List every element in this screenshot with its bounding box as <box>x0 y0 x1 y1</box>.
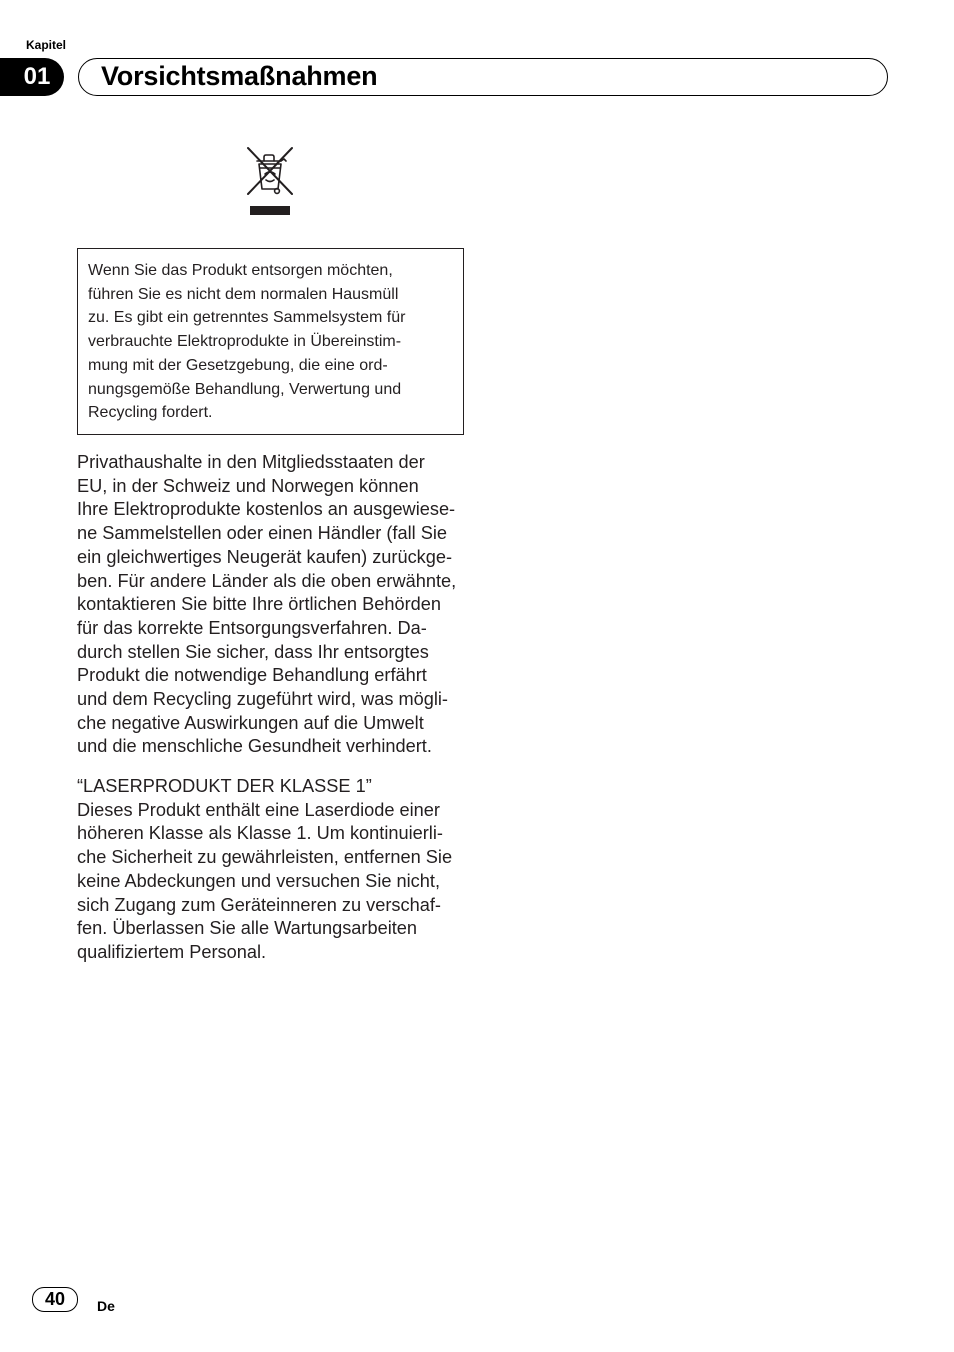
title-bar <box>78 58 888 96</box>
language-code: De <box>97 1298 115 1314</box>
paragraph-line: fen. Überlassen Sie alle Wartungsarbeiten <box>77 918 418 939</box>
chapter-tab <box>0 58 64 96</box>
paragraph-line: Ihre Elektroprodukte kostenlos an ausgewiese- <box>77 499 456 520</box>
paragraph-line: sich Zugang zum Geräteinneren zu verschaf- <box>77 894 441 915</box>
notice-line: führen Sie es nicht dem normalen Hausmüll <box>88 285 399 303</box>
paragraph-line: keine Abdeckungen und versuchen Sie nicht, <box>77 870 440 891</box>
paragraph-line: kontaktieren Sie bitte Ihre örtlichen Behörden <box>77 594 441 615</box>
paragraph-line: durch stellen Sie sicher, dass Ihr entsorgtes <box>77 641 429 662</box>
paragraph-line: ben. Für andere Länder als die oben erwähnte, <box>77 570 457 591</box>
notice-line: mung mit der Gesetzgebung, die eine ord- <box>88 356 388 374</box>
paragraph-disposal <box>77 451 469 759</box>
paragraph-line: Privathaushalte in den Mitgliedsstaaten der <box>77 452 425 472</box>
paragraph-line: che negative Auswirkungen auf die Umwelt <box>77 712 424 733</box>
paragraph-line: Dieses Produkt enthält eine Laserdiode einer <box>77 799 440 820</box>
disposal-notice-box <box>77 248 464 435</box>
paragraph-line: ein gleichwertiges Neugerät kaufen) zurückge- <box>77 546 453 567</box>
paragraph-line: “LASERPRODUKT DER KLASSE 1” <box>77 776 372 796</box>
paragraph-line: EU, in der Schweiz und Norwegen können <box>77 475 419 496</box>
page-number: 40 <box>32 1287 78 1312</box>
paragraph-line: für das korrekte Entsorgungsverfahren. Da- <box>77 617 427 638</box>
paragraph-line: und dem Recycling zugeführt wird, was mögli- <box>77 689 448 710</box>
paragraph-line: höheren Klasse als Klasse 1. Um kontinuierli- <box>77 823 443 844</box>
chapter-label: Kapitel <box>26 38 67 52</box>
paragraph-line: qualifiziertem Personal. <box>77 941 267 962</box>
paragraph-line: che Sicherheit zu gewährleisten, entfernen Sie <box>77 847 453 868</box>
paragraph-line: ne Sammelstellen oder einen Händler (fall Sie <box>77 523 448 544</box>
page-title: Vorsichtsmaßnahmen <box>101 61 378 91</box>
notice-line: zu. Es gibt ein getrenntes Sammelsystem für <box>88 309 406 327</box>
notice-text <box>88 259 455 425</box>
notice-line: Recycling fordert. <box>88 404 213 422</box>
notice-line: nungsgemöße Behandlung, Verwertung und <box>88 380 402 398</box>
paragraph-laser <box>77 775 469 965</box>
notice-line: Wenn Sie das Produkt entsorgen möchten, <box>88 262 393 279</box>
chapter-number: 01 <box>23 63 51 90</box>
notice-line: verbrauchte Elektroprodukte in Übereinstim- <box>88 333 402 351</box>
paragraph-line: Produkt die notwendige Behandlung erfährt <box>77 665 427 686</box>
crossed-out-wheelie-bin-icon <box>244 144 296 218</box>
paragraph-line: und die menschliche Gesundheit verhindert. <box>77 736 432 757</box>
